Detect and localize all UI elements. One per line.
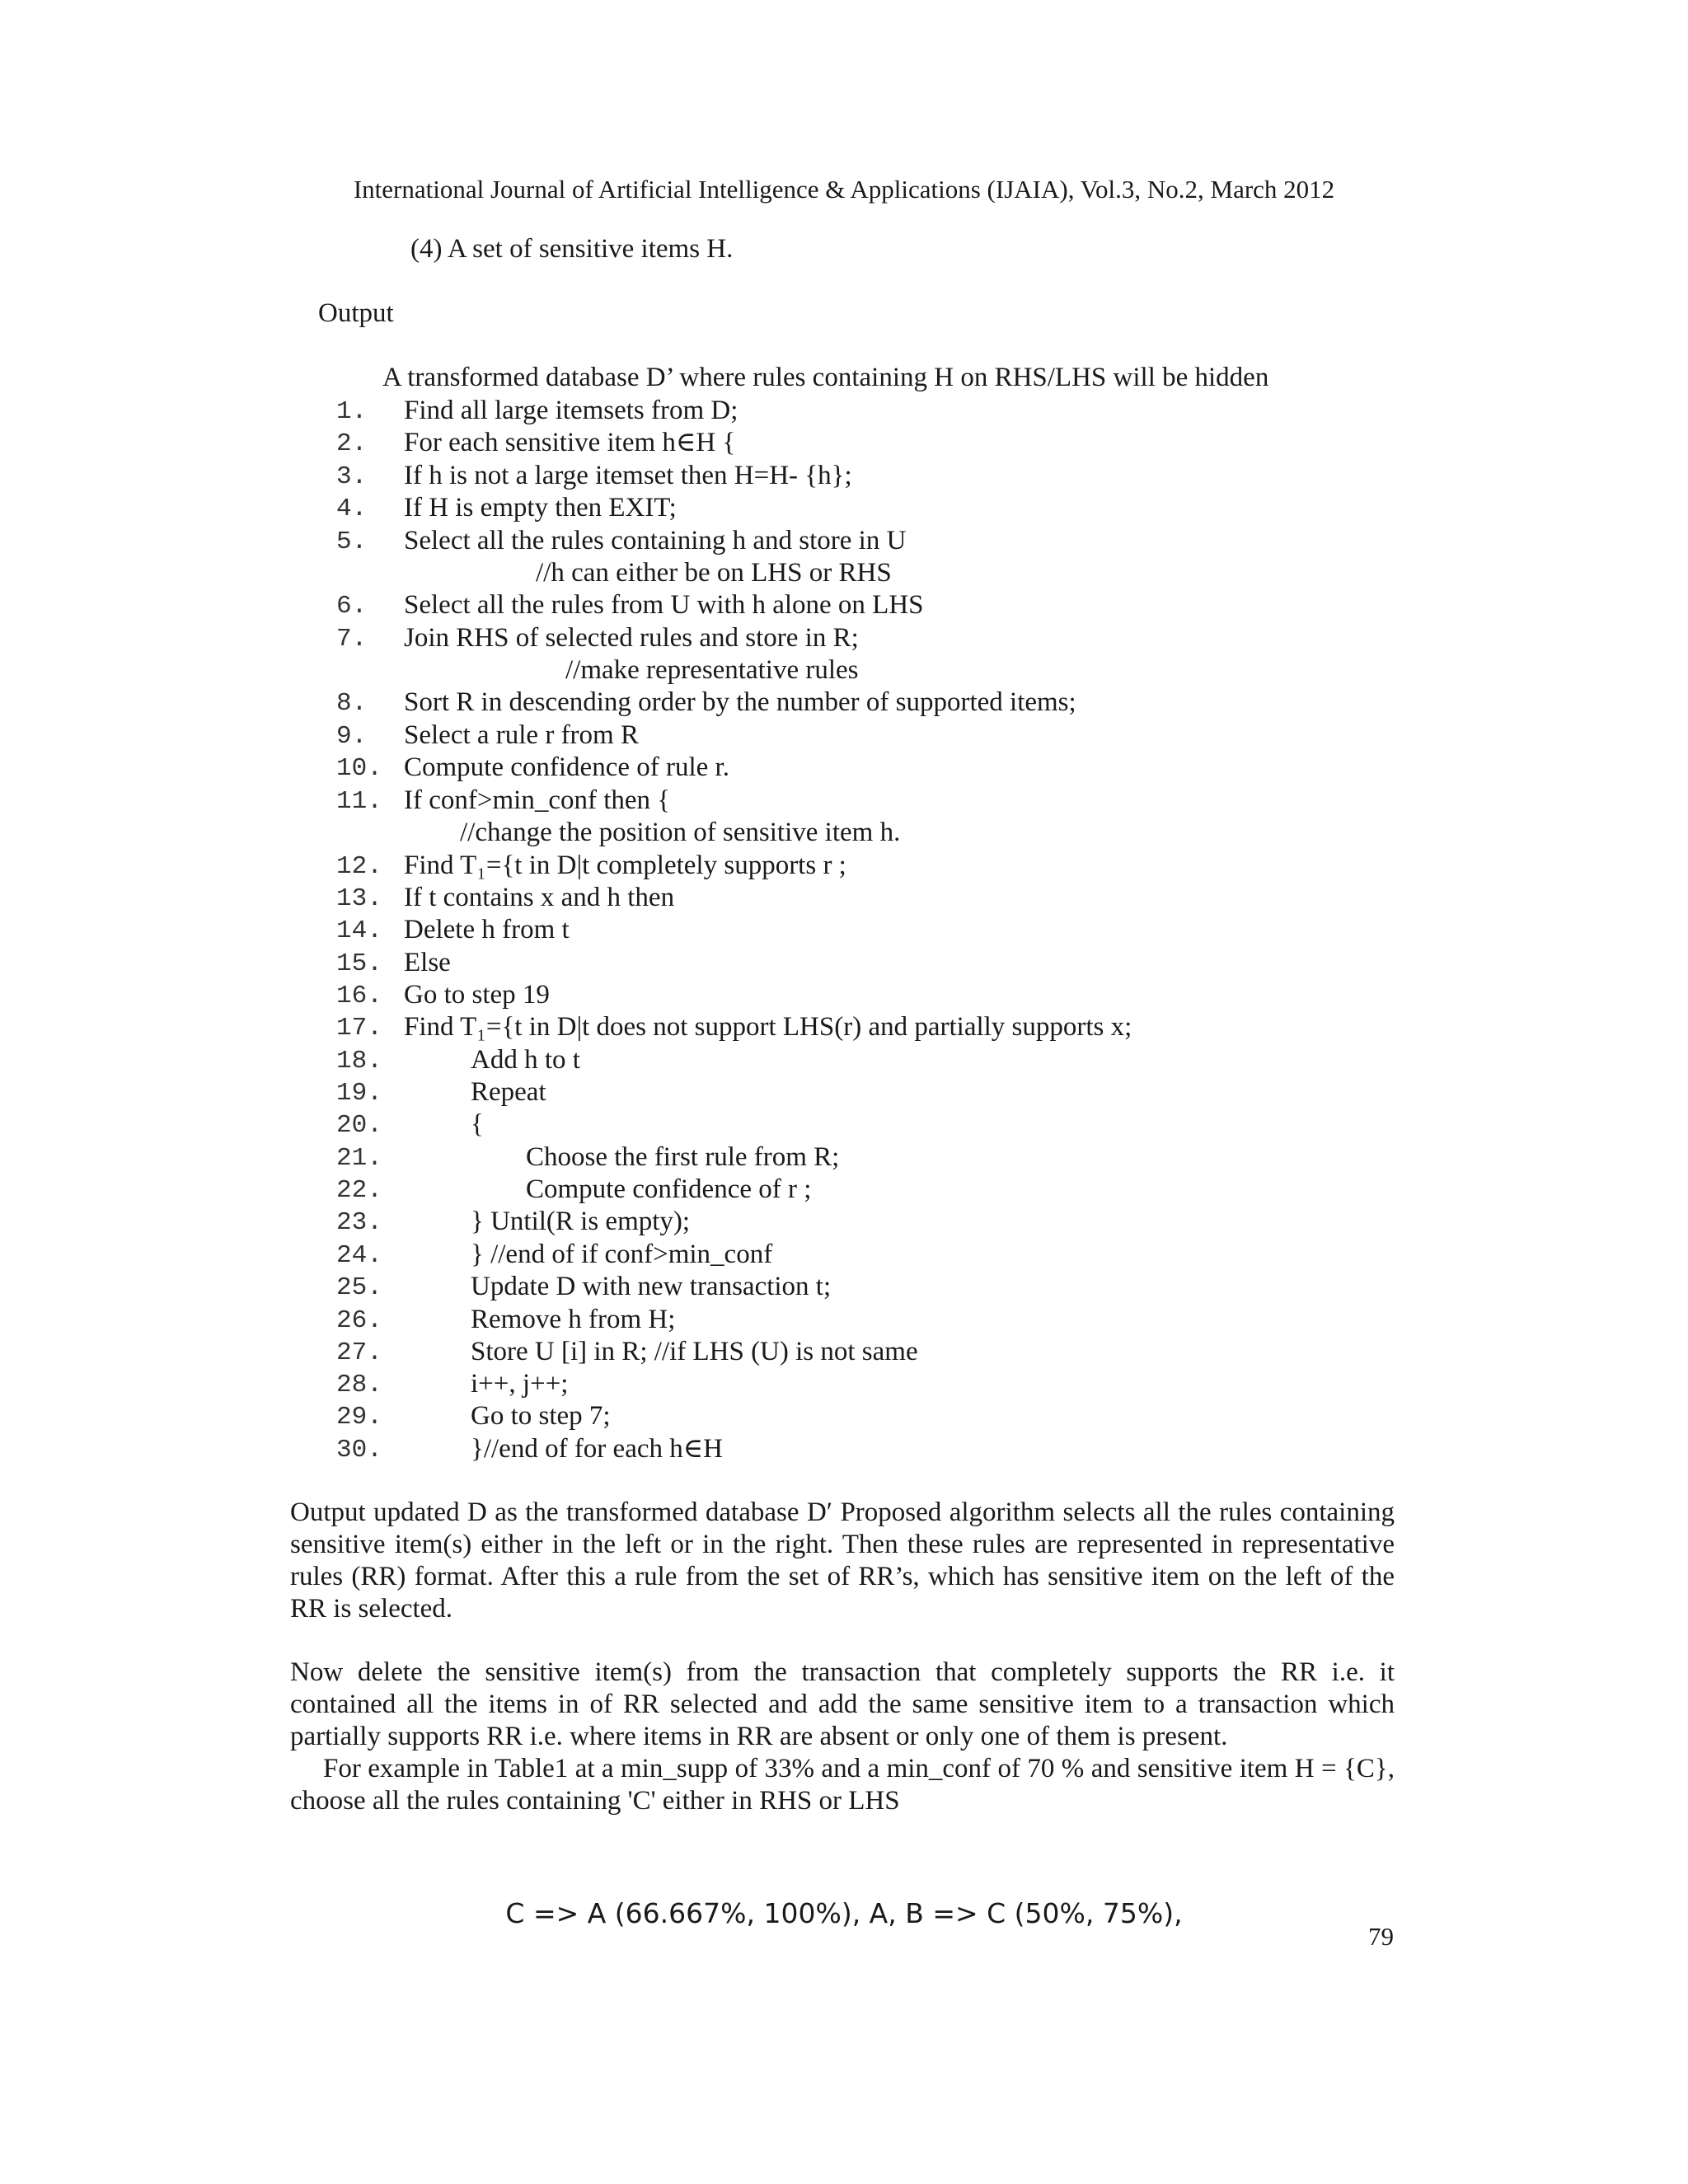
line-number: 16. (336, 982, 382, 1010)
algorithm-step: Choose the first rule from R; (526, 1142, 840, 1172)
algorithm-step: If conf>min_conf then { (404, 785, 671, 815)
line-number: 12. (336, 852, 382, 881)
line-number: 25. (336, 1273, 382, 1302)
line-number: 19. (336, 1079, 382, 1108)
line-number: 6. (336, 592, 368, 621)
line-number: 17. (336, 1014, 382, 1043)
line-number: 10. (336, 754, 382, 783)
line-number: 20. (336, 1111, 382, 1140)
line-number: 29. (336, 1403, 382, 1432)
paragraph: Output updated D as the transformed database D′ Proposed algorithm selects all the rules containing sensitive item(s) either in the left or in the right. Then these rules are represented in representative rules (RR) format. After this a rule from the set of RR’s, which has sensitive item on the left of the RR is selected. (290, 1497, 1395, 1624)
algorithm-step: }//end of for each h∈H (471, 1434, 723, 1464)
algorithm-comment: //h can either be on LHS or RHS (536, 558, 892, 588)
line-number: 27. (336, 1338, 382, 1367)
output-description: A transformed database D’ where rules containing H on RHS/LHS will be hidden (382, 363, 1269, 392)
line-number: 3. (336, 462, 368, 491)
line-number: 21. (336, 1144, 382, 1173)
paragraph: Now delete the sensitive item(s) from the transaction that completely supports the RR i.e. it contained all the items in of RR selected and add the same sensitive item to a transaction which partially supports RR i.e. where items in RR are absent or only one of them is present. (290, 1657, 1395, 1751)
algorithm-step: Repeat (471, 1077, 546, 1107)
algorithm-step: If h is not a large itemset then H=H- {h}; (404, 461, 852, 490)
algorithm-comment: //change the position of sensitive item h. (460, 818, 901, 847)
algorithm-step: Store U [i] in R; //if LHS (U) is not same (471, 1337, 918, 1366)
algorithm-step: Sort R in descending order by the number of supported items; (404, 687, 1076, 717)
line-number: 5. (336, 527, 368, 556)
line-number: 9. (336, 722, 368, 751)
line-number: 13. (336, 884, 382, 913)
algorithm-step: Select all the rules from U with h alone on LHS (404, 590, 924, 620)
algorithm-step: Else (404, 948, 451, 977)
line-number: 30. (336, 1436, 382, 1465)
algorithm-step: Find all large itemsets from D; (404, 396, 738, 425)
line-number: 11. (336, 787, 382, 816)
line-number: 18. (336, 1047, 382, 1076)
algorithm-step: Remove h from H; (471, 1305, 676, 1334)
line-number: 1. (336, 397, 368, 426)
algorithm-step: Select all the rules containing h and store in U (404, 526, 907, 555)
algorithm-comment: //make representative rules (565, 655, 859, 685)
line-number: 14. (336, 916, 382, 945)
line-number: 8. (336, 689, 368, 718)
algorithm-step: } Until(R is empty); (471, 1207, 691, 1236)
algorithm-step: Update D with new transaction t; (471, 1272, 832, 1301)
line-number: 2. (336, 429, 368, 458)
algorithm-step: Go to step 7; (471, 1401, 611, 1431)
page-number: 79 (1368, 1922, 1394, 1951)
output-heading: Output (318, 298, 394, 328)
line-number: 28. (336, 1371, 382, 1399)
algorithm-step: Find T₁={t in D|t does not support LHS(r) and partially supports x; (404, 1012, 1132, 1042)
line-number: 15. (336, 949, 382, 978)
algorithm-step: Go to step 19 (404, 980, 550, 1010)
algorithm-step: Compute confidence of r ; (526, 1174, 812, 1204)
line-number: 23. (336, 1208, 382, 1237)
algorithm-step: Find T₁={t in D|t completely supports r ; (404, 851, 846, 880)
paragraph: For example in Table1 at a min_supp of 33% and a min_conf of 70 % and sensitive item H = {C}, choose all the rules containing 'C' either in RHS or LHS (290, 1754, 1395, 1816)
algorithm-step: Delete h from t (404, 915, 570, 944)
line-number: 4. (336, 494, 368, 523)
algorithm-step: Select a rule r from R (404, 720, 639, 750)
input-item: (4) A set of sensitive items H. (410, 234, 734, 264)
algorithm-step: If H is empty then EXIT; (404, 493, 677, 523)
algorithm-step: Join RHS of selected rules and store in R; (404, 623, 859, 653)
algorithm-step: } //end of if conf>min_conf (471, 1240, 773, 1269)
algorithm-step: If t contains x and h then (404, 883, 675, 912)
line-number: 7. (336, 625, 368, 654)
line-number: 24. (336, 1241, 382, 1270)
algorithm-step: Compute confidence of rule r. (404, 752, 729, 782)
algorithm-step: { (471, 1109, 484, 1139)
algorithm-step: i++, j++; (471, 1369, 569, 1399)
journal-header: International Journal of Artificial Intelligence & Applications (IJAIA), Vol.3, No.2, March 2012 (353, 175, 1335, 204)
line-number: 26. (336, 1306, 382, 1335)
formula: C => A (66.667%, 100%), A, B => C (50%, 75%), (505, 1897, 1183, 1929)
algorithm-step: Add h to t (471, 1045, 580, 1075)
algorithm-step: For each sensitive item h∈H { (404, 428, 736, 457)
line-number: 22. (336, 1176, 382, 1205)
